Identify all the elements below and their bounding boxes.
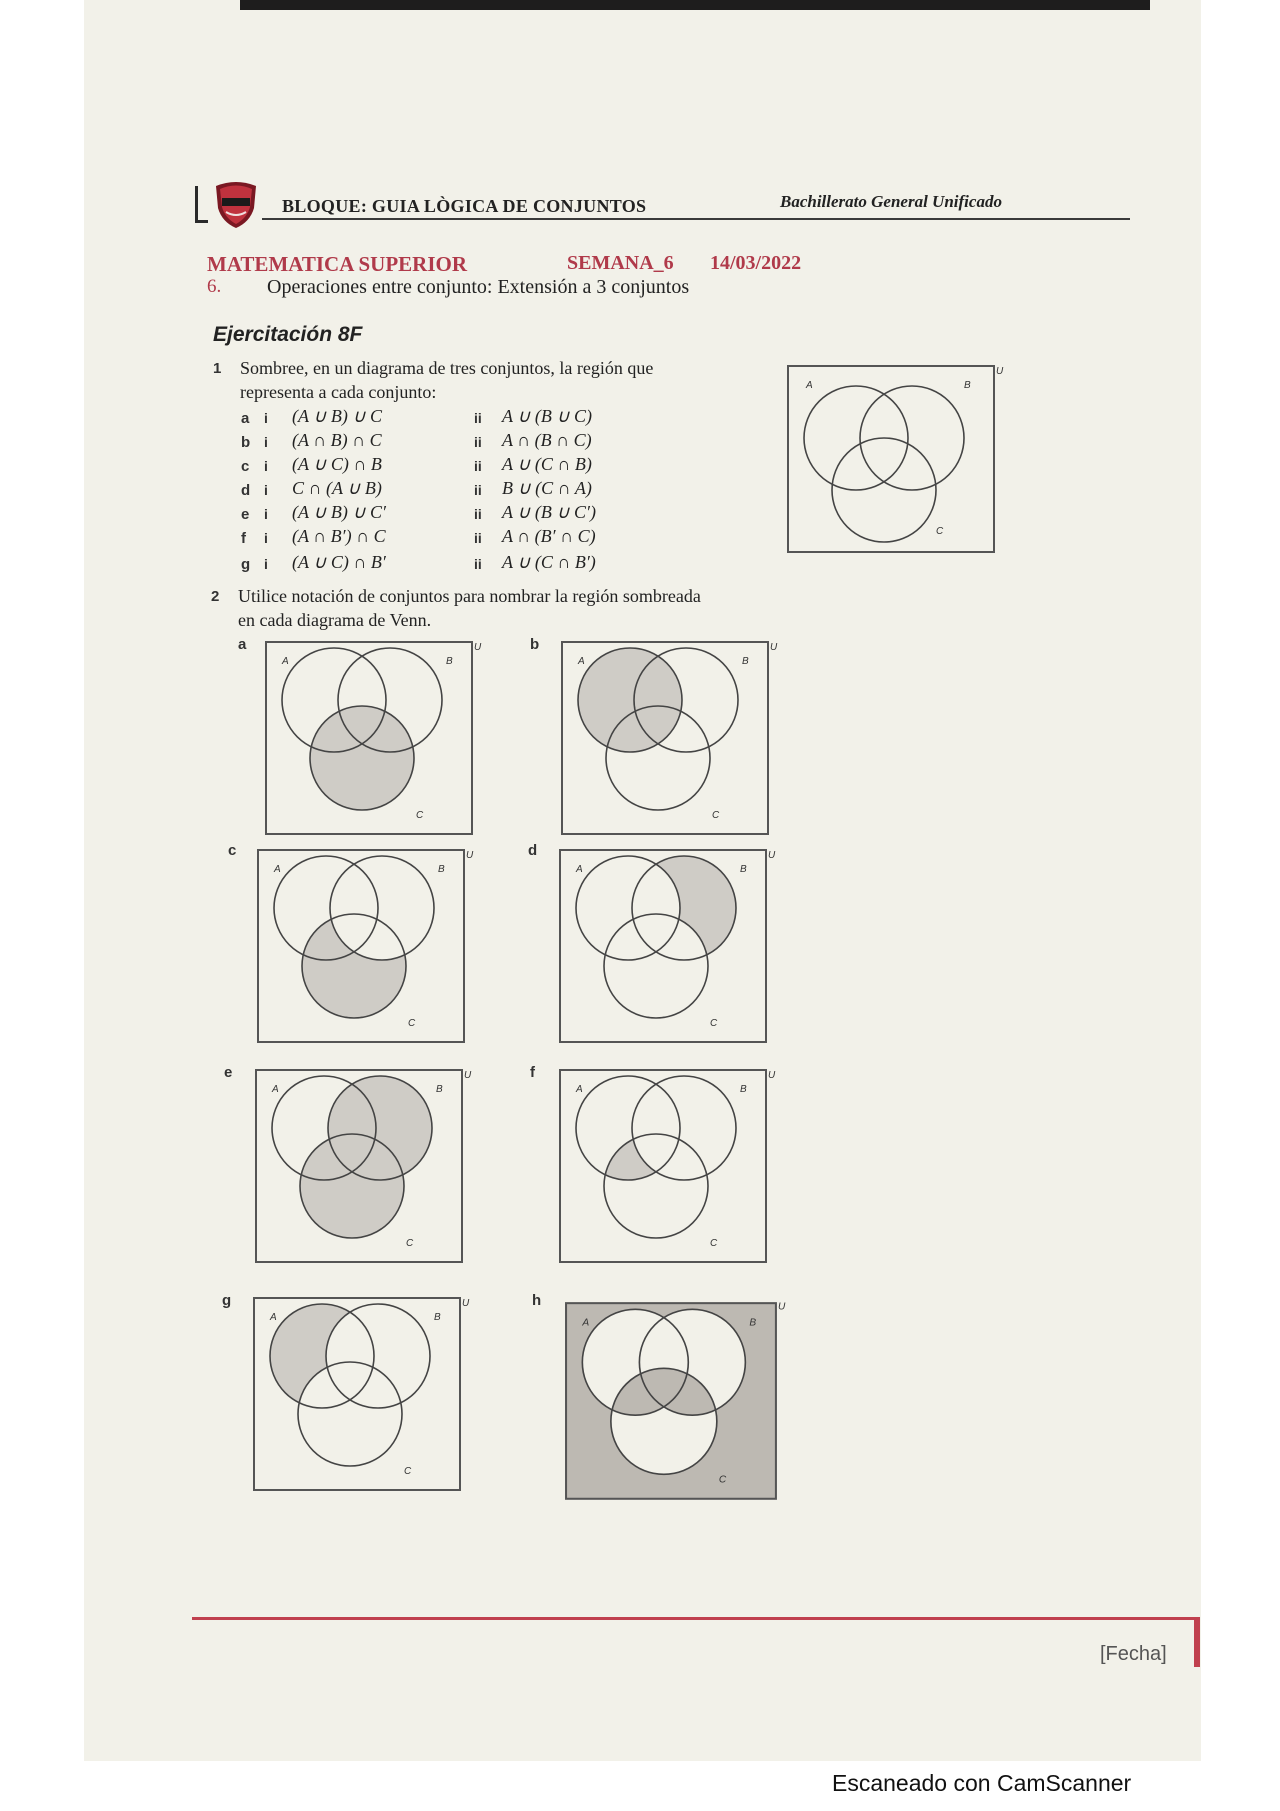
set-b-label: B	[446, 656, 453, 667]
expression-ii: A ∪ (C ∩ B′)	[502, 552, 596, 572]
roman-i: i	[264, 410, 268, 426]
universe-label: U	[768, 1070, 776, 1081]
exercise-title: Ejercitación 8F	[213, 323, 363, 346]
universe-label: U	[462, 1298, 470, 1309]
scan-top-edge	[240, 0, 1150, 10]
set-a-label: A	[578, 656, 585, 667]
diagram-label-c: c	[228, 842, 237, 859]
venn-diagram-e	[254, 1068, 472, 1268]
expression-ii: A ∪ (C ∩ B)	[502, 454, 592, 474]
school-shield-logo	[210, 178, 262, 230]
universe-label: U	[474, 642, 482, 653]
diagram-label-b: b	[530, 636, 540, 653]
venn-diagram-g	[252, 1296, 470, 1496]
roman-ii: ii	[474, 556, 482, 572]
roman-i: i	[264, 458, 268, 474]
set-a-label: A	[274, 864, 281, 875]
diagram-label-d: d	[528, 842, 538, 859]
set-a-label: A	[806, 380, 813, 391]
set-c-label: C	[406, 1238, 414, 1249]
question-1-text-line1: Sombree, en un diagrama de tres conjuntos, la región que	[240, 358, 654, 378]
set-c-label: C	[710, 1018, 718, 1029]
universe-label: U	[768, 850, 776, 861]
set-c-label: C	[404, 1466, 412, 1477]
diagram-label-a: a	[238, 636, 247, 653]
expression-i: C ∩ (A ∪ B)	[292, 478, 382, 498]
roman-ii: ii	[474, 434, 482, 450]
item-label: b	[241, 434, 251, 451]
item-label: a	[241, 410, 250, 427]
roman-i: i	[264, 556, 268, 572]
set-b-label: B	[434, 1312, 441, 1323]
question-2-number: 2	[211, 588, 220, 605]
universe-label: U	[466, 850, 474, 861]
diagram-label-h: h	[532, 1292, 542, 1309]
set-a-label: A	[282, 656, 289, 667]
item-label: c	[241, 458, 250, 475]
set-c-label: C	[710, 1238, 718, 1249]
roman-ii: ii	[474, 482, 482, 498]
section-title: Operaciones entre conjunto: Extensión a 3 conjuntos	[267, 276, 690, 298]
item-label: f	[241, 530, 246, 547]
date-label: 14/03/2022	[710, 252, 802, 274]
venn-diagram-c	[256, 848, 474, 1048]
venn-diagram-d	[558, 848, 776, 1048]
header-bracket	[195, 186, 208, 223]
roman-i: i	[264, 482, 268, 498]
universe-label: U	[770, 642, 778, 653]
roman-ii: ii	[474, 530, 482, 546]
set-b-label: B	[742, 656, 749, 667]
date-placeholder: [Fecha]	[1100, 1643, 1167, 1665]
universe-label: U	[464, 1070, 472, 1081]
expression-ii: A ∪ (B ∪ C′)	[502, 502, 596, 522]
diagram-label-g: g	[222, 1292, 232, 1309]
expression-ii: A ∩ (B′ ∩ C)	[502, 526, 596, 546]
set-c-label: C	[416, 810, 424, 821]
expression-i: (A ∪ B) ∪ C	[292, 406, 383, 426]
expression-i: (A ∪ C) ∩ B′	[292, 552, 386, 572]
diagram-label-e: e	[224, 1064, 233, 1081]
item-label: g	[241, 556, 251, 573]
scanner-watermark: Escaneado con CamScanner	[832, 1770, 1132, 1796]
venn-diagram-reference	[786, 364, 1004, 554]
roman-i: i	[264, 506, 268, 522]
set-a-label: A	[270, 1312, 277, 1323]
week-label: SEMANA_6	[567, 252, 674, 274]
set-b-label: B	[438, 864, 445, 875]
set-a-label: A	[576, 1084, 583, 1095]
set-c-label: C	[936, 526, 944, 537]
footer-rule	[192, 1617, 1200, 1620]
roman-ii: ii	[474, 410, 482, 426]
roman-i: i	[264, 530, 268, 546]
set-b-label: B	[740, 864, 747, 875]
roman-i: i	[264, 434, 268, 450]
footer-accent-bar	[1194, 1617, 1200, 1667]
question-1-number: 1	[213, 360, 222, 377]
set-b-label: B	[964, 380, 971, 391]
roman-ii: ii	[474, 458, 482, 474]
expression-i: (A ∩ B′) ∩ C	[292, 526, 386, 546]
set-a-label: A	[272, 1084, 279, 1095]
expression-i: (A ∪ B) ∪ C′	[292, 502, 386, 522]
set-c-label: C	[712, 810, 720, 821]
diagram-label-f: f	[530, 1064, 535, 1081]
expression-ii: A ∩ (B ∩ C)	[502, 430, 592, 450]
section-number: 6.	[207, 276, 222, 297]
item-label: d	[241, 482, 251, 499]
header-divider	[262, 218, 1130, 220]
expression-i: (A ∩ B) ∩ C	[292, 430, 382, 450]
venn-diagram-b	[560, 640, 778, 840]
set-b-label: B	[749, 1317, 757, 1329]
set-b-label: B	[436, 1084, 443, 1095]
set-a-label: A	[582, 1317, 590, 1329]
question-2-text-line1: Utilice notación de conjuntos para nombrar la región sombreada	[238, 586, 701, 606]
question-1-text-line2: representa a cada conjunto:	[240, 382, 437, 402]
venn-diagram-h	[564, 1296, 786, 1510]
expression-i: (A ∪ C) ∩ B	[292, 454, 382, 474]
set-a-label: A	[576, 864, 583, 875]
set-c-label: C	[718, 1474, 727, 1486]
institution-name: Bachillerato General Unificado	[780, 192, 1002, 211]
item-label: e	[241, 506, 250, 523]
block-title: BLOQUE: GUIA LÒGICA DE CONJUNTOS	[282, 196, 647, 216]
expression-ii: B ∪ (C ∩ A)	[502, 478, 592, 498]
roman-ii: ii	[474, 506, 482, 522]
expression-ii: A ∪ (B ∪ C)	[502, 406, 593, 426]
universe-label: U	[777, 1301, 786, 1313]
set-b-label: B	[740, 1084, 747, 1095]
universe-label: U	[996, 366, 1004, 377]
subject-title: MATEMATICA SUPERIOR	[207, 252, 467, 276]
venn-diagram-a	[264, 640, 482, 840]
venn-diagram-f	[558, 1068, 776, 1268]
set-c-label: C	[408, 1018, 416, 1029]
question-2-text-line2: en cada diagrama de Venn.	[238, 610, 432, 630]
